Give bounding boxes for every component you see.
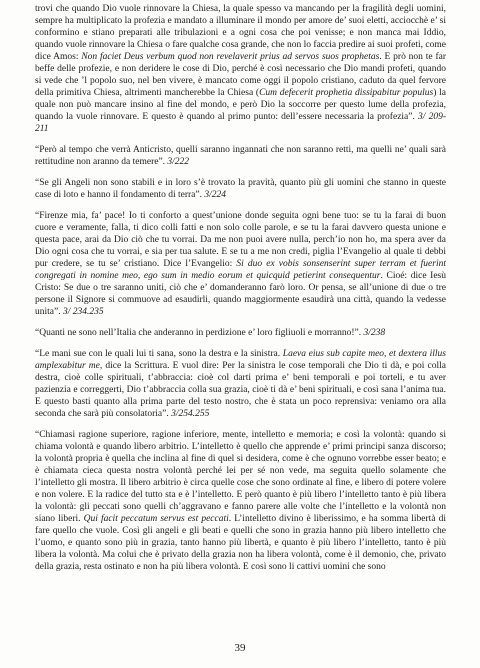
italic-text-run: Qui facit peccatum servus est peccati	[83, 514, 229, 524]
text-run: . E prò non te far beffe delle profezie, e non deridere le cose di Dio, perché è così necessario che Dio mandi profeti, quando si vede che ’l popolo suo, nel ben vivere, è mancato come oggi il popolo cristiano, caduto da quel fervore della primitiva Chiesa, altrimenti mancherebbe la Chiesa (	[35, 52, 446, 98]
text-run: “Le mani sue con le quali lui ti sana, sono la destra e la sinistra.	[35, 349, 283, 359]
italic-text-run: Laeva eius sub capite meo, et dextera illus amplexabitur me	[35, 349, 446, 371]
page-number: 39	[234, 642, 246, 654]
italic-text-run: Cum defecerit prophetia dissipabitur populus	[259, 88, 434, 98]
text-run: . L’intelletto divino è liberissimo, e ha somma libertà di fare quello che vuole. Così gli angeli e gli beati e quelli che sono in grazia hanno più libero intelletto che l’uomo, e quanto sono più in grazia, tanto hanno più libertà, e quanto è più libero l’intelletto, tanto è più libera la volontà. Ma colui che è privato della grazia non ha libera volontà, come è il demonio, che, privato della grazia, resta ostinato e non ha più libera volontà. E così sono li cattivi uomini che sono	[35, 514, 446, 572]
paragraph	[35, 348, 446, 420]
italic-text-run: Non faciet Deus verbum quod non revelaverit prius ad servos suos prophetas	[81, 52, 380, 62]
text-run: “Quanti ne sono nell’Italia che anderanno in perdizione e’ loro figliuoli e morranno!”.	[35, 328, 364, 338]
paragraph	[35, 177, 446, 201]
italic-text-run: 3/254.255	[171, 409, 210, 419]
text-run: “Chiamasi ragione superiore, ragione inferiore, mente, intelletto e memoria; e così la volontà: quando si chiama volontà e quando libero arbitrio. L’intelletto è quello che apprende e’ primi principi sanza discorso; la volontà propria è quella che inclina al fine di quel si desidera, come è che ognuno vorrebbe esser beato; e è chiamata cieca questa nostra volontà perché lei per sé non vede, ma seguita quello solamente che l’intelletto gli mostra. Il libero arbitrio è circa quelle cose che sono ordinate al fine, e libero di potere volere e non volere. E la radice del tutto sta e è l’intelletto. E però quanto è più libero l’intelletto tanto è più libera la volontà: gli peccati sono quelli ch’aggravano e fanno parere alle volte che l’intelletto e la volontà non siano liberi.	[35, 430, 446, 524]
italic-text-run: Si duo ex vobis sonsenserint super terram et fuerint congregati in nomine meo, ego sum in medio eorum et quicquid petierint consequentur	[35, 259, 446, 281]
text-run: . Cioé: dice Iesù Cristo: Se due o tre saranno uniti, ciò che e’ domanderanno farò loro. Or pensa, se all’unione di due o tre persone il Signore si commuove ad esaudirli, quando maggiormente esaudirà una città, quando la vedesse unita”.	[35, 271, 447, 317]
text-run: trovi che quando Dio vuole rinnovare la Chiesa, la quale spesso va mancando per la fragilità degli uomini, sempre ha multiplicato la profezia e mandato a illuminare il mondo per amore de’ suoi eletti, acciocchè e’ si conformino e stiano preparati alle tribulazioni e a ogni cosa che poi venisse; e non manca mai Iddio, quando vuole rinnovare la Chiesa o fare qualche cosa grande, che non lo faccia predire ai suoi profeti, come dice Amos:	[35, 4, 446, 62]
text-body	[35, 3, 446, 573]
italic-text-run: 3/224	[204, 190, 226, 200]
paragraph	[35, 210, 446, 318]
text-run: , dice la Scrittura. E vuol dire: Per la sinistra le cose temporali che Dio ti dà, e poi colla destra, cioè colle spirituali, t’abbraccia: cioè col darti prima e’ beni temporali e poi torteli, e tu aver pazienzia e correggerti, Dio t’abbraccia colla sua grazia, cioè ti dà e’ beni spirituali, e così sana l’anima tua. E questo basti quanto alla prima parte del testo nostro, che è stata un poco reprensiva: veniamo ora alla seconda che sarà più consolatoria”.	[35, 361, 446, 419]
italic-text-run: 3/ 209-211	[35, 112, 447, 134]
text-run: “Firenze mia, fa’ pace! Io ti conforto a quest’unione donde seguita ogni bene tuo: se tu la farai di buon cuore e veramente, falla, ti dico colli fatti e non solo colle parole, e se tu la farai davvero questa unione e questa pace, arai da Dio ciò che tu vorrai. Da me non puoi avere nulla, perch’io non ho, ma spera aver da Dio ogni cosa che tu vorrai, e sia per tua salute. E se tu a me non credi, piglia l’Evangelio al quale ti debbi pur credere, se tu se’ cristiano. Dice l’Evangelio:	[35, 211, 446, 269]
italic-text-run: 3/238	[363, 328, 386, 338]
paragraph	[35, 327, 446, 339]
paragraph	[35, 3, 446, 135]
text-run: “Però al tempo che verrà Anticristo, quelli saranno ingannati che non saranno retti, ma quelli ne’ quali sarà rettitudine non aranno da temere”.	[35, 145, 446, 167]
text-run: ) la quale non può mancare insino al fine del mondo, e però Dio la soccorre per questo lume della profezia, quando la vuole rinnovare. E questo è quando al primo punto: dell’essere necessaria la profezia”.	[35, 88, 446, 122]
italic-text-run: 3/ 234.235	[62, 307, 104, 317]
text-run: “Se gli Angeli non sono stabili e in loro s’è trovato la pravità, quanto più gli uomini che stanno in queste case di loto e hanno il fondamento di terra”.	[35, 178, 446, 200]
paragraph	[35, 144, 446, 168]
italic-text-run: 3/222	[167, 157, 190, 167]
paragraph	[35, 429, 446, 573]
